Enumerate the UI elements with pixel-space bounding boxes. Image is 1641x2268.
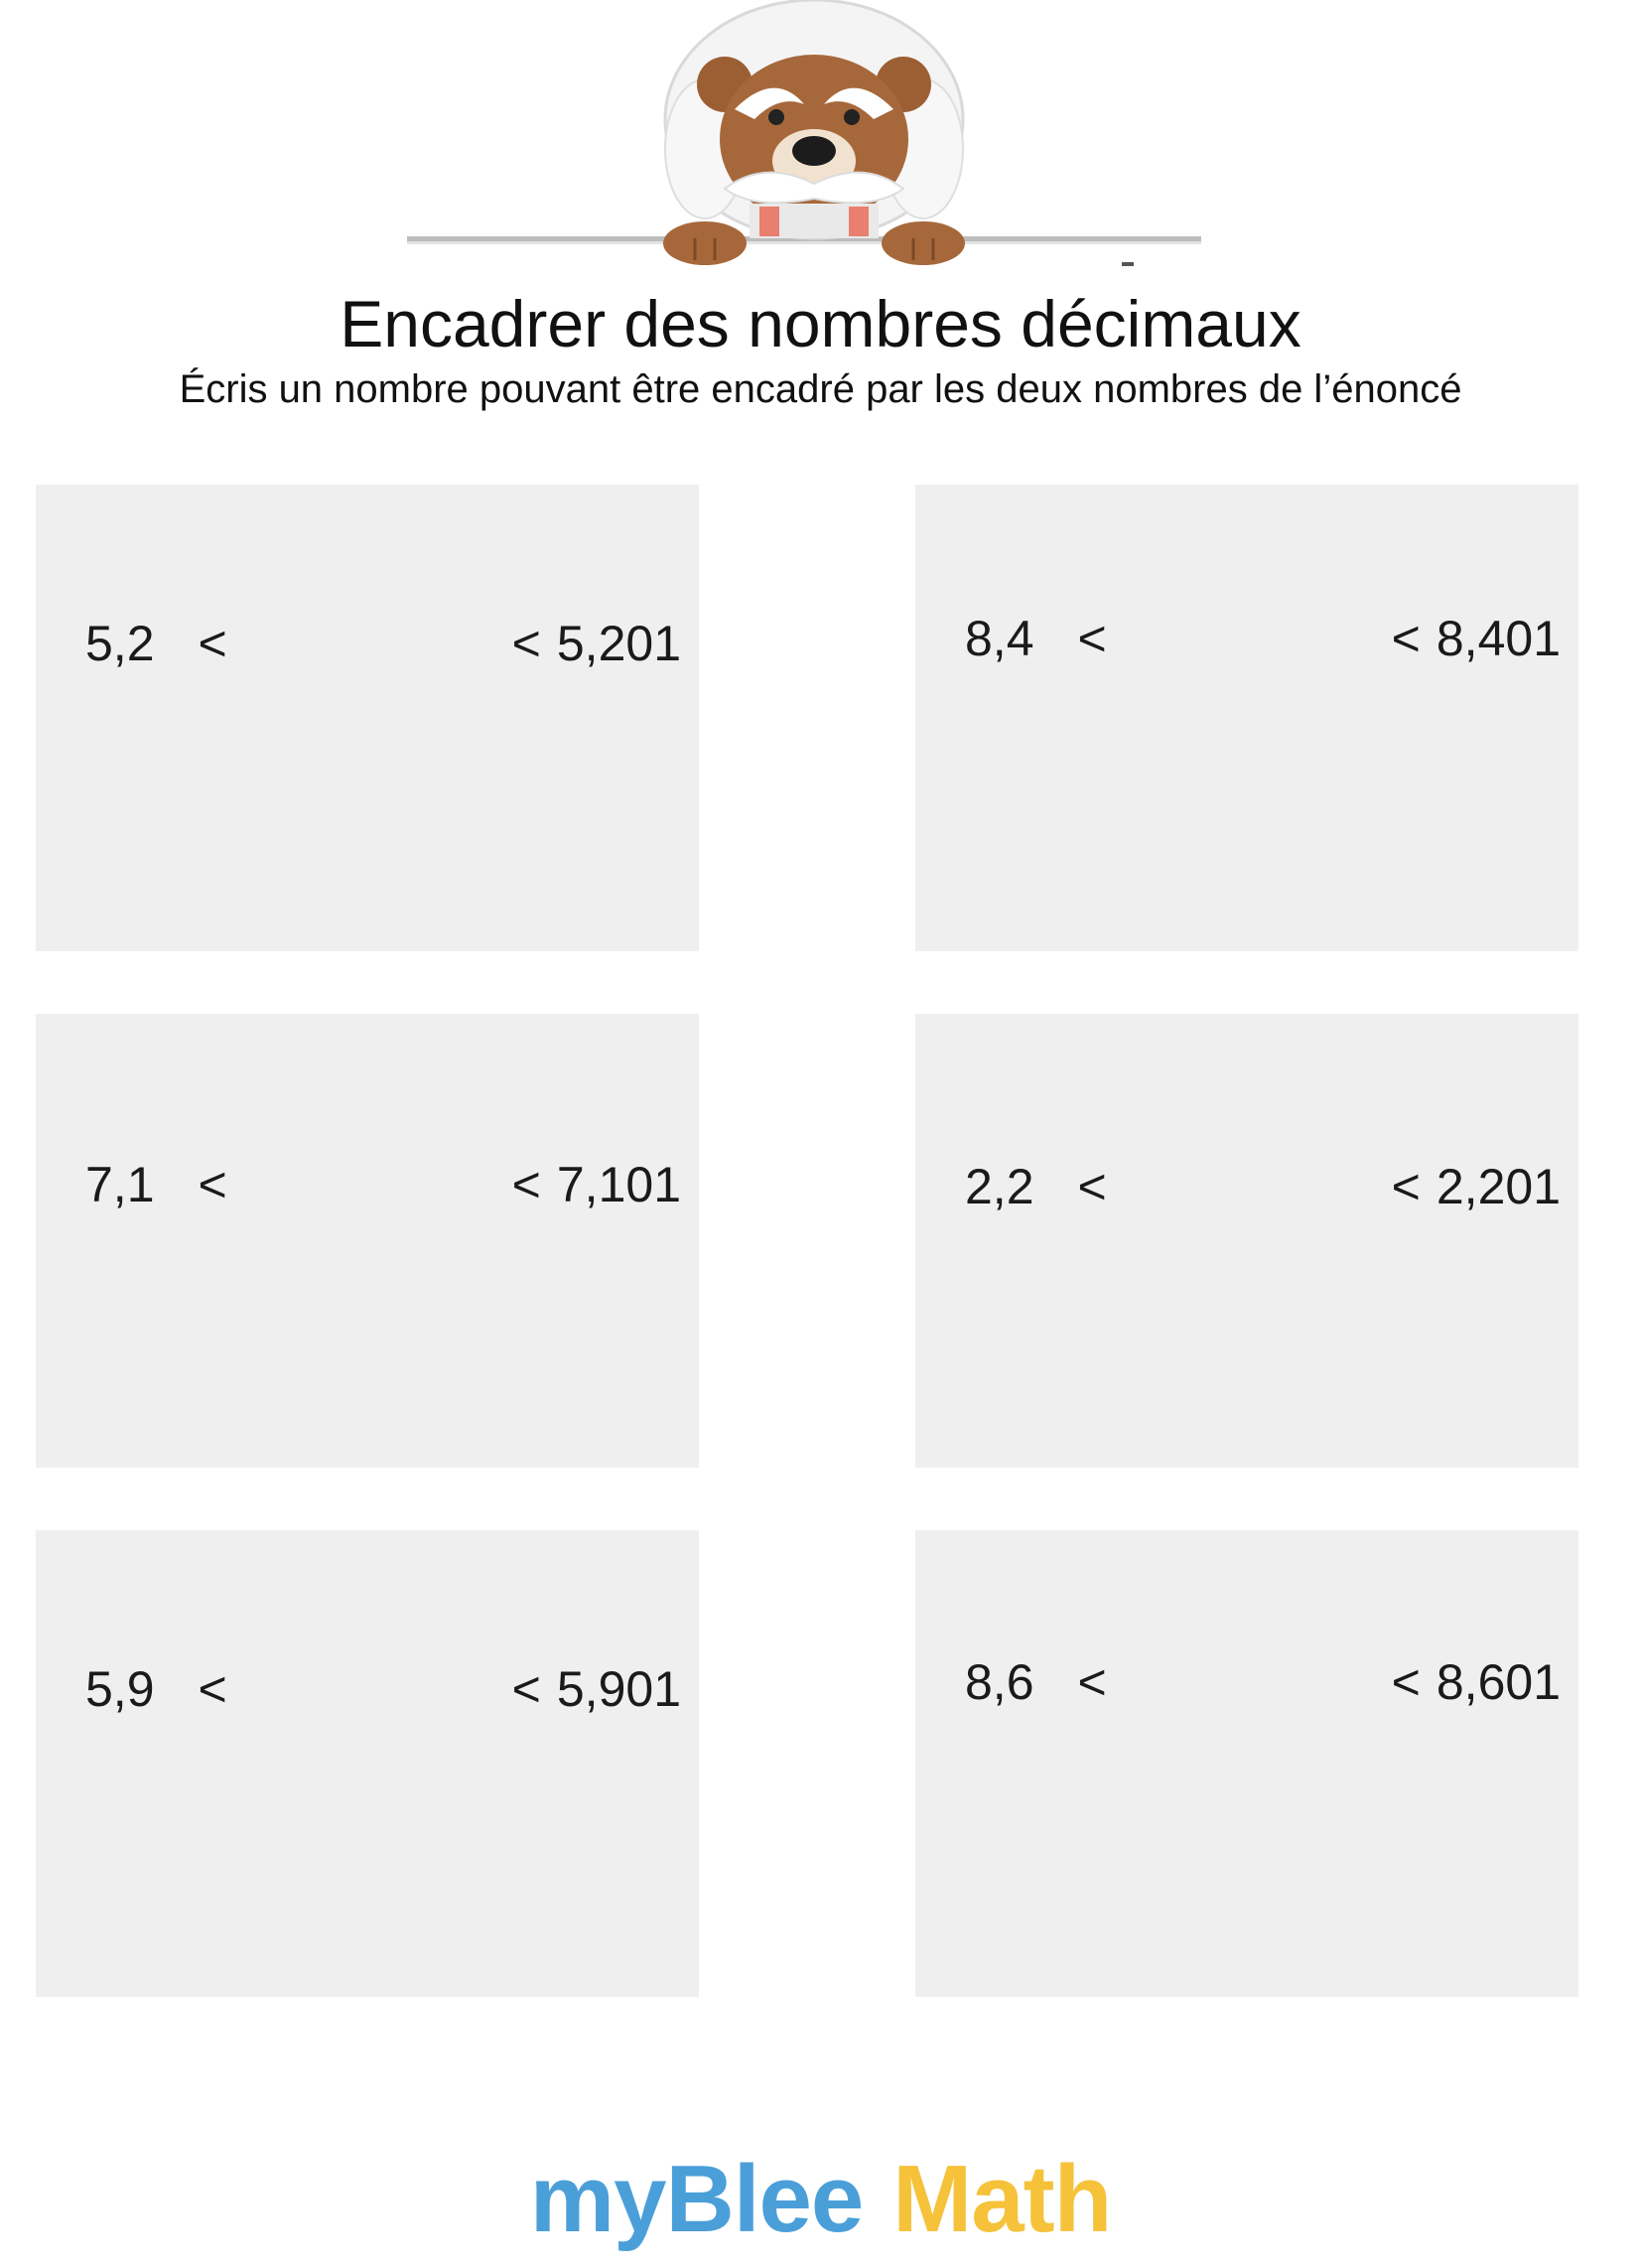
less-than-symbol: < <box>1391 611 1421 666</box>
less-than-symbol: < <box>1077 611 1107 666</box>
lower-bound: 2,2 <box>965 1159 1034 1214</box>
exercise-card <box>915 1530 1578 1997</box>
less-than-symbol: < <box>1391 1159 1421 1214</box>
exercise-card <box>36 485 699 951</box>
exercise-card <box>915 485 1578 951</box>
lower-bound: 8,4 <box>965 611 1034 666</box>
logo-text-myblee: myBlee <box>529 2146 864 2252</box>
upper-bound: 5,201 <box>556 616 681 671</box>
upper-bound: 8,601 <box>1436 1654 1561 1710</box>
exercise-card <box>915 1014 1578 1468</box>
less-than-symbol: < <box>511 1661 541 1717</box>
less-than-symbol: < <box>1391 1654 1421 1710</box>
upper-bound: 8,401 <box>1436 611 1561 666</box>
exercise-card <box>36 1014 699 1468</box>
brand-logo <box>0 2145 1641 2254</box>
logo-text-math: Math <box>892 2146 1112 2252</box>
less-than-symbol: < <box>198 1661 227 1717</box>
less-than-symbol: < <box>1077 1654 1107 1710</box>
upper-bound: 7,101 <box>556 1157 681 1212</box>
less-than-symbol: < <box>198 1157 227 1212</box>
less-than-symbol: < <box>511 1157 541 1212</box>
less-than-symbol: < <box>198 616 227 671</box>
less-than-symbol: < <box>511 616 541 671</box>
page-title: Encadrer des nombres décimaux <box>340 287 1301 360</box>
exercise-card <box>36 1530 699 1997</box>
less-than-symbol: < <box>1077 1159 1107 1214</box>
lower-bound: 5,9 <box>85 1661 155 1717</box>
page-instructions: Écris un nombre pouvant être encadré par les deux nombres de l’énoncé <box>179 367 1462 411</box>
upper-bound: 2,201 <box>1436 1159 1561 1214</box>
lower-bound: 8,6 <box>965 1654 1034 1710</box>
mascot-bear-icon <box>407 0 1241 278</box>
upper-bound: 5,901 <box>556 1661 681 1717</box>
lower-bound: 7,1 <box>85 1157 155 1212</box>
lower-bound: 5,2 <box>85 616 155 671</box>
